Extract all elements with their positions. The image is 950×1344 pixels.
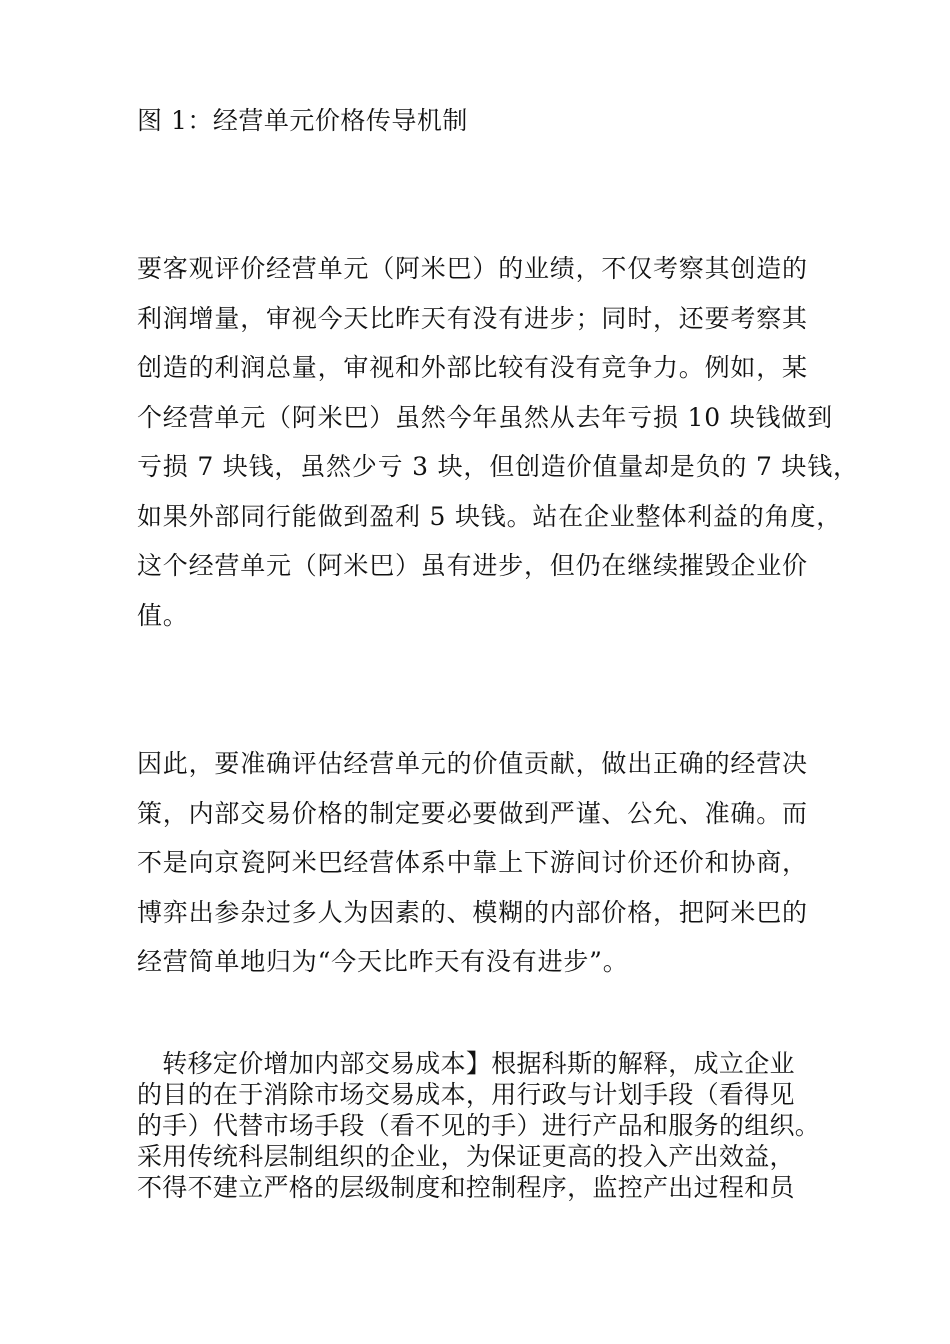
paragraph-line: 的手）代替市场手段（看不见的手）进行产品和服务的组织。 (137, 1111, 821, 1140)
paragraph-evaluation (137, 244, 859, 640)
paragraph-line: 如果外部同行能做到盈利 5 块钱。站在企业整体利益的角度， (137, 501, 843, 531)
paragraph-line: 亏损 7 块钱，虽然少亏 3 块，但创造价值量却是负的 7 块钱， (137, 452, 859, 481)
paragraph-line: 博弈出参杂过多人为因素的、模糊的内部价格，把阿米巴的 (137, 897, 808, 927)
paragraph-line: 利润增量，审视今天比昨天有没有进步；同时，还要考察其 (137, 303, 808, 333)
paragraph-line: 的目的在于消除市场交易成本，用行政与计划手段（看得见 (137, 1080, 795, 1109)
paragraph-line: 因此，要准确评估经营单元的价值贡献，做出正确的经营决 (137, 749, 808, 778)
paragraph-line: 采用传统科层制组织的企业，为保证更高的投入产出效益， (137, 1142, 795, 1171)
figure-caption: 图 1：经营单元价格传导机制 (137, 106, 468, 135)
paragraph-line: 值。 (137, 600, 189, 630)
paragraph-line: 要客观评价经营单元（阿米巴）的业绩，不仅考察其创造的 (137, 254, 808, 283)
paragraph-line: 策，内部交易价格的制定要必要做到严谨、公允、准确。而 (137, 798, 808, 828)
paragraph-line: 不得不建立严格的层级制度和控制程序，监控产出过程和员 (137, 1173, 795, 1202)
paragraph-line: 个经营单元（阿米巴）虽然今年虽然从去年亏损 10 块钱做到 (137, 402, 833, 432)
paragraph-line: 创造的利润总量，审视和外部比较有没有竞争力。例如，某 (137, 353, 808, 382)
paragraph-line: 转移定价增加内部交易成本】根据科斯的解释，成立企业 (137, 1049, 795, 1078)
paragraph-pricing-accuracy (137, 739, 808, 987)
paragraph-line: 经营简单地归为“今天比昨天有没有进步”。 (137, 947, 629, 976)
paragraph-line: 这个经营单元（阿米巴）虽有进步，但仍在继续摧毁企业价 (137, 551, 808, 580)
paragraph-transfer-pricing (137, 1048, 820, 1203)
paragraph-line: 不是向京瓷阿米巴经营体系中靠上下游间讨价还价和协商， (137, 848, 808, 877)
